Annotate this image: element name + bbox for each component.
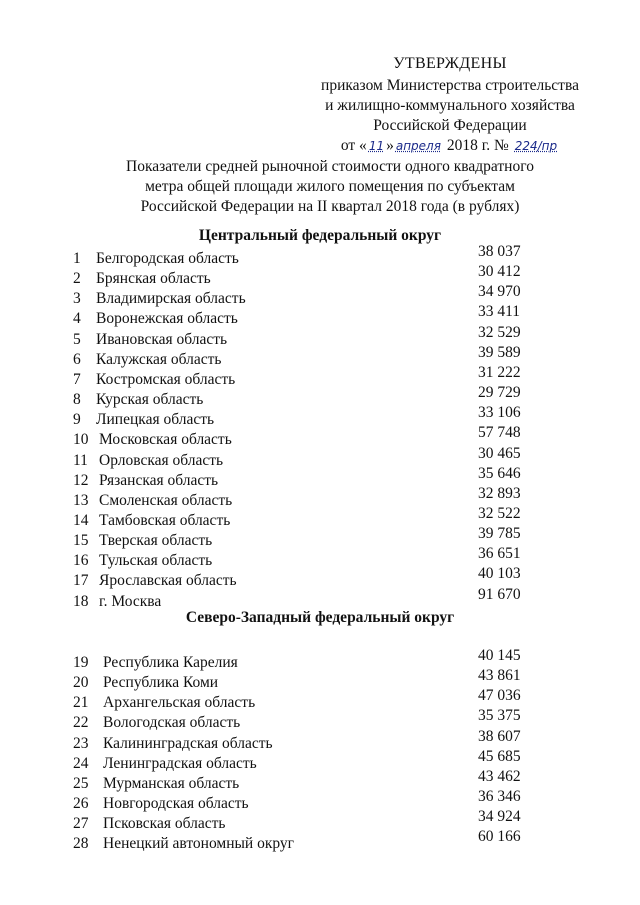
price-value: 38 607 — [478, 727, 521, 745]
region-name: Московская область — [99, 431, 232, 449]
row-number: 16 — [73, 552, 89, 570]
row-number: 15 — [73, 532, 89, 550]
region-name: Костромская область — [96, 370, 236, 388]
table-row — [0, 828, 640, 855]
table-row — [0, 565, 640, 592]
order-day-handwritten: 11 — [368, 139, 385, 153]
order-year: 2018 г. № — [442, 137, 513, 154]
price-value: 38 037 — [478, 243, 521, 260]
title-line-1: Показатели средней рыночной стоимости одного квадратного — [126, 158, 534, 175]
price-value: 36 651 — [478, 545, 521, 563]
row-number: 23 — [73, 734, 89, 752]
table-row — [0, 404, 640, 431]
region-name: Орловская область — [99, 451, 224, 469]
price-value: 34 970 — [478, 283, 521, 301]
region-name: Вологодская область — [103, 714, 241, 732]
row-number: 5 — [73, 330, 81, 348]
price-value: 32 522 — [478, 504, 521, 522]
title-line-3: Российской Федерации на II квартал 2018 года (в рублях) — [140, 198, 520, 215]
price-value: 32 893 — [478, 484, 521, 502]
row-number: 27 — [73, 815, 89, 833]
row-number: 3 — [73, 290, 81, 308]
region-name: Белгородская область — [96, 250, 239, 267]
price-value: 60 166 — [478, 828, 521, 846]
row-number: 2 — [73, 270, 81, 288]
price-value: 34 924 — [478, 808, 521, 826]
region-name: Республика Коми — [103, 674, 219, 692]
row-number: 25 — [73, 774, 89, 792]
price-value: 40 103 — [478, 565, 521, 583]
table-row — [0, 263, 640, 290]
title-line-2: метра общей площади жилого помещения по субъектам — [145, 178, 515, 195]
price-value: 43 462 — [478, 767, 521, 785]
section-heading: Центральный федеральный округ — [198, 227, 442, 244]
table-row — [0, 444, 640, 472]
row-number: 10 — [73, 431, 89, 449]
row-number: 14 — [73, 511, 89, 529]
price-value: 32 529 — [478, 323, 521, 341]
table-row — [0, 747, 640, 775]
region-name: Калужская область — [96, 350, 222, 368]
table-row — [0, 788, 640, 815]
price-value: 33 411 — [478, 303, 521, 321]
region-name: Ивановская область — [96, 330, 228, 348]
price-value: 30 465 — [478, 444, 521, 462]
approval-line-1: приказом Министерства строительства — [321, 77, 579, 94]
row-number: 12 — [73, 471, 89, 489]
row-number: 9 — [73, 411, 81, 429]
region-name: Псковская область — [103, 815, 226, 833]
region-name: Калининградская область — [103, 734, 273, 752]
price-value: 43 861 — [478, 667, 521, 685]
row-number: 28 — [73, 835, 89, 853]
price-value: 39 589 — [478, 343, 521, 361]
row-number: 8 — [73, 391, 81, 409]
row-number: 20 — [73, 674, 89, 692]
table-row — [0, 464, 640, 492]
row-number: 18 — [73, 592, 89, 610]
table-row — [0, 484, 640, 512]
price-value: 45 685 — [478, 747, 521, 765]
region-name: Курская область — [96, 391, 204, 409]
region-name: Рязанская область — [99, 471, 219, 489]
table-row — [0, 767, 640, 795]
price-value: 30 412 — [478, 263, 521, 281]
order-mid: » — [386, 137, 394, 154]
approval-block — [300, 54, 600, 156]
price-value: 57 748 — [478, 424, 521, 442]
price-value: 91 670 — [478, 585, 521, 603]
row-number: 6 — [73, 350, 81, 368]
row-number: 13 — [73, 491, 89, 509]
section-heading: Северо-Западный федеральный округ — [185, 609, 455, 626]
row-number: 24 — [73, 754, 89, 772]
region-name: Ненецкий автономный округ — [103, 835, 295, 853]
region-name: Республика Карелия — [103, 654, 238, 671]
table-row — [0, 808, 640, 835]
region-name: Тверская область — [99, 532, 213, 550]
price-value: 40 145 — [478, 647, 521, 664]
table-row — [0, 343, 640, 371]
approval-line-3: Российской Федерации — [373, 117, 527, 134]
row-number: 4 — [73, 310, 81, 328]
document-title — [80, 157, 580, 217]
region-name: Брянская область — [96, 270, 211, 288]
table-row — [0, 504, 640, 532]
region-name: Воронежская область — [96, 310, 238, 328]
price-value: 35 375 — [478, 707, 521, 725]
region-name: Владимирская область — [96, 290, 246, 308]
region-name: Ленинградская область — [103, 754, 257, 772]
table-row — [0, 323, 640, 351]
price-value: 36 346 — [478, 788, 521, 806]
row-number: 1 — [73, 250, 81, 267]
table-row — [0, 424, 640, 451]
approval-line-2: и жилищно-коммунального хозяйства — [325, 97, 575, 114]
price-value: 33 106 — [478, 404, 521, 422]
region-name: Тульская область — [99, 552, 213, 570]
table-row — [0, 707, 640, 734]
order-prefix: от « — [340, 137, 367, 154]
table-row — [0, 303, 640, 330]
region-name: г. Москва — [99, 592, 162, 610]
table-row — [0, 647, 640, 674]
row-number: 7 — [73, 370, 81, 388]
row-number: 22 — [73, 714, 89, 732]
table-row — [0, 545, 640, 572]
table-row — [0, 727, 640, 755]
approved-heading: УТВЕРЖДЕНЫ — [393, 55, 507, 72]
region-name: Ярославская область — [99, 572, 237, 590]
order-line — [300, 136, 600, 156]
row-number: 17 — [73, 572, 89, 590]
order-number-handwritten: 224/пр — [514, 139, 558, 153]
price-value: 31 222 — [478, 363, 521, 381]
table-row — [0, 243, 640, 270]
price-value: 39 785 — [478, 525, 521, 543]
row-number: 21 — [73, 694, 89, 712]
region-name: Липецкая область — [96, 411, 215, 429]
row-number: 19 — [73, 654, 89, 671]
table-row — [0, 384, 640, 411]
region-name: Мурманская область — [103, 774, 240, 792]
table-row — [0, 687, 640, 714]
region-name: Тамбовская область — [99, 511, 231, 529]
region-name: Новгородская область — [103, 795, 249, 813]
region-name: Архангельская область — [103, 694, 256, 712]
row-number: 26 — [73, 795, 89, 813]
price-value: 47 036 — [478, 687, 521, 705]
order-month-handwritten: апреля — [395, 139, 441, 153]
table-row — [0, 525, 640, 552]
price-value: 29 729 — [478, 384, 521, 402]
row-number: 11 — [73, 451, 88, 469]
table-row — [0, 363, 640, 391]
table-row — [0, 283, 640, 310]
price-value: 35 646 — [478, 464, 521, 482]
region-name: Смоленская область — [99, 491, 233, 509]
table-row — [0, 667, 640, 694]
